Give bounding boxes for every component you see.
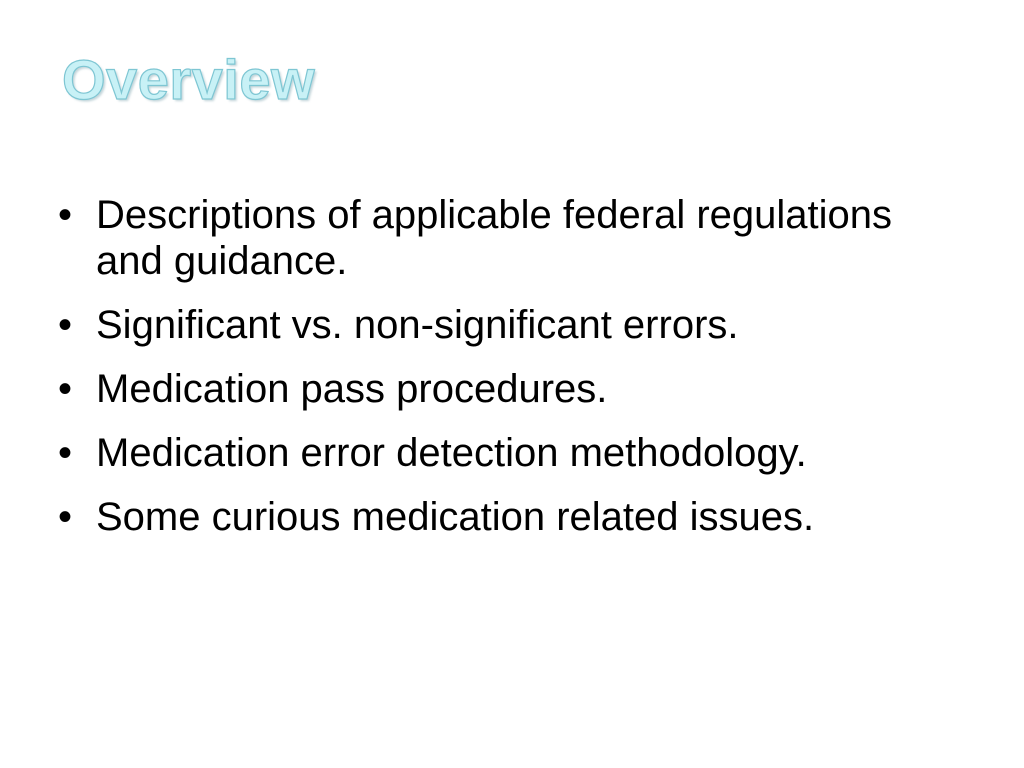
bullet-icon: • (58, 431, 73, 475)
bullet-item (58, 366, 958, 412)
bullet-icon: • (58, 495, 73, 539)
bullet-text: Some curious medication related issues. (96, 495, 815, 539)
bullet-text: Significant vs. non-significant errors. (96, 303, 739, 347)
bullet-icon: • (58, 303, 73, 347)
bullet-icon: • (58, 367, 73, 411)
bullet-item (58, 192, 958, 284)
bullet-icon: • (58, 193, 73, 237)
bullet-item (58, 302, 958, 348)
bullet-text: Medication error detection methodology. (96, 431, 807, 475)
bullet-list (58, 192, 958, 558)
slide-title: Overview (62, 48, 316, 111)
bullet-item (58, 430, 958, 476)
bullet-text: Medication pass procedures. (96, 367, 608, 411)
bullet-item (58, 494, 958, 540)
bullet-text: Descriptions of applicable federal regulations and guidance. (96, 193, 893, 283)
